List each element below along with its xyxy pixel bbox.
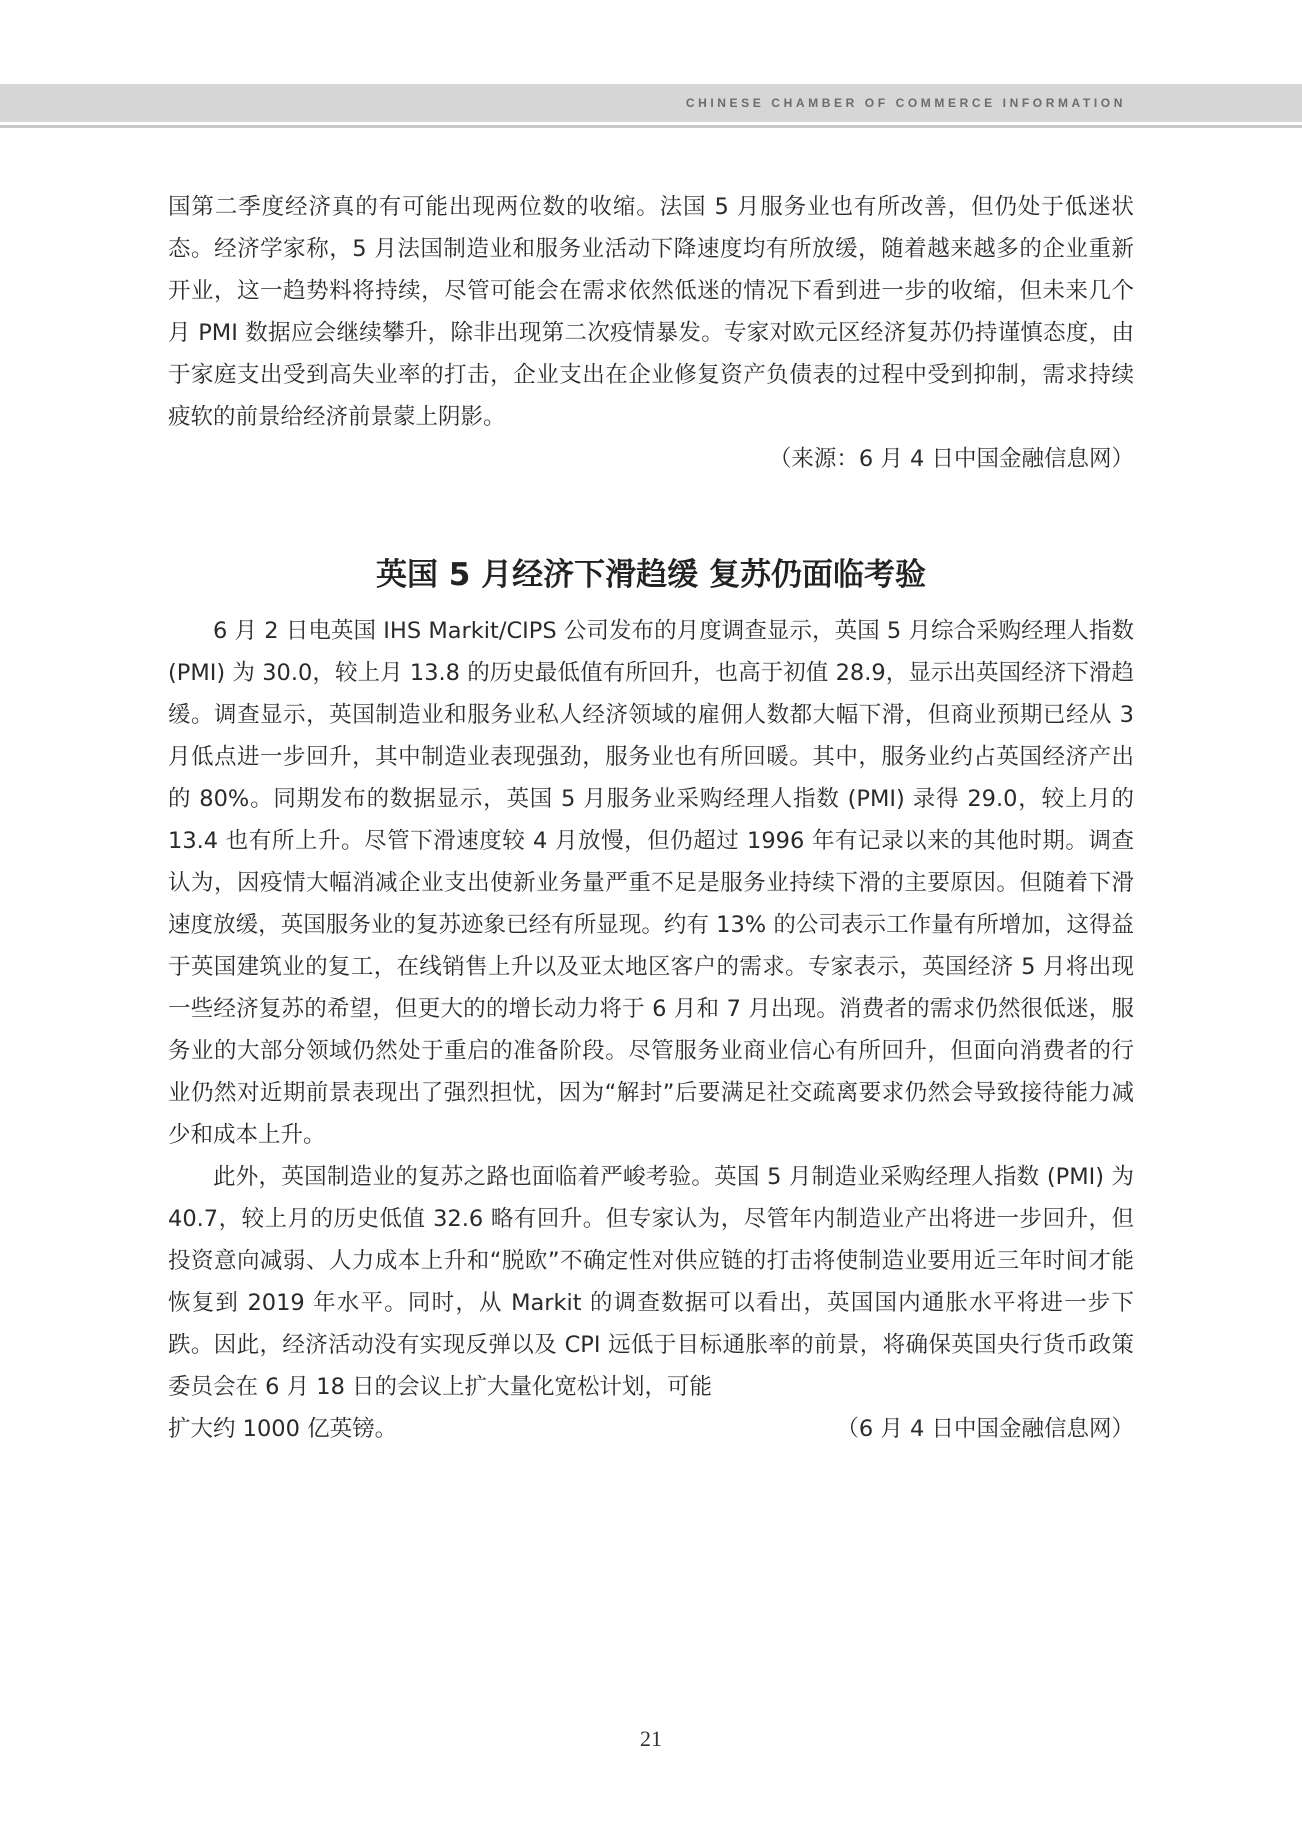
article-paragraph-1: 6 月 2 日电英国 IHS Markit/CIPS 公司发布的月度调查显示，英国 5 月综合采购经理人指数 (PMI) 为 30.0，较上月 13.8 的历史最低值有所回升，也高于初值 28.9，显示出英国经济下滑趋缓。调查显示，英国制造业和服务业私人经济领域的雇佣人数都大幅下滑，但商业预期已经从 3 月低点进一步回升，其中制造业表现强劲，服务业也有所回暖。其中，服务业约占英国经济产出的 80%。同期发布的数据显示，英国 5 月服务业采购经理人指数 (PMI) 录得 29.0，较上月的 13.4 也有所上升。尽管下滑速度较 4 月放慢，但仍超过 1996 年有记录以来的其他时期。调查认为，因疫情大幅消减企业支出使新业务量严重不足是服务业持续下滑的主要原因。但随着下滑速度放缓，英国服务业的复苏迹象已经有所显现。约有 13% 的公司表示工作量有所增加，这得益于英国建筑业的复工，在线销售上升以及亚太地区客户的需求。专家表示，英国经济 5 月将出现一些经济复苏的希望，但更大的的增长动力将于 6 月和 7 月出现。消费者的需求仍然很低迷，服务业的大部分领域仍然处于重启的准备阶段。尽管服务业商业信心有所回升，但面向消费者的行业仍然对近期前景表现出了强烈担忧，因为“解封”后要满足社交疏离要求仍然会导致接待能力减少和成本上升。	[168, 618, 1134, 1148]
page-number: 21	[640, 1726, 662, 1751]
article-paragraph-2-end: 扩大约 1000 亿英镑。	[168, 1416, 398, 1442]
article-closing-line	[168, 1408, 1134, 1450]
publication-header: CHINESE CHAMBER OF COMMERCE INFORMATION	[685, 96, 1126, 110]
prev-article-text: 国第二季度经济真的有可能出现两位数的收缩。法国 5 月服务业也有所改善，但仍处于低迷状态。经济学家称，5 月法国制造业和服务业活动下降速度均有所放缓，随着越来越多的企业重新开业，这一趋势料将持续，尽管可能会在需求依然低迷的情况下看到进一步的收缩，但未来几个月 PMI 数据应会继续攀升，除非出现第二次疫情暴发。专家对欧元区经济复苏仍持谨慎态度，由于家庭支出受到高失业率的打击，企业支出在企业修复资产负债表的过程中受到抑制，需求持续疲软的前景给经济前景蒙上阴影。	[168, 194, 1134, 430]
article-paragraph-2: 此外，英国制造业的复苏之路也面临着严峻考验。英国 5 月制造业采购经理人指数 (PMI) 为 40.7，较上月的历史低值 32.6 略有回升。但专家认为，尽管年内制造业产出将进一步回升，但投资意向减弱、人力成本上升和“脱欧”不确定性对供应链的打击将使制造业要用近三年时间才能恢复到 2019 年水平。同时，从 Markit 的调查数据可以看出，英国国内通胀水平将进一步下跌。因此，经济活动没有实现反弹以及 CPI 远低于目标通胀率的前景，将确保英国央行货币政策委员会在 6 月 18 日的会议上扩大量化宽松计划，可能	[168, 1164, 1134, 1400]
page-content	[168, 186, 1134, 1450]
article-source: （6 月 4 日中国金融信息网）	[836, 1416, 1134, 1442]
prev-article-source: （来源：6 月 4 日中国金融信息网）	[768, 446, 1134, 472]
header-divider	[0, 125, 1302, 128]
article-title: 英国 5 月经济下滑趋缓 复苏仍面临考验	[376, 557, 926, 593]
